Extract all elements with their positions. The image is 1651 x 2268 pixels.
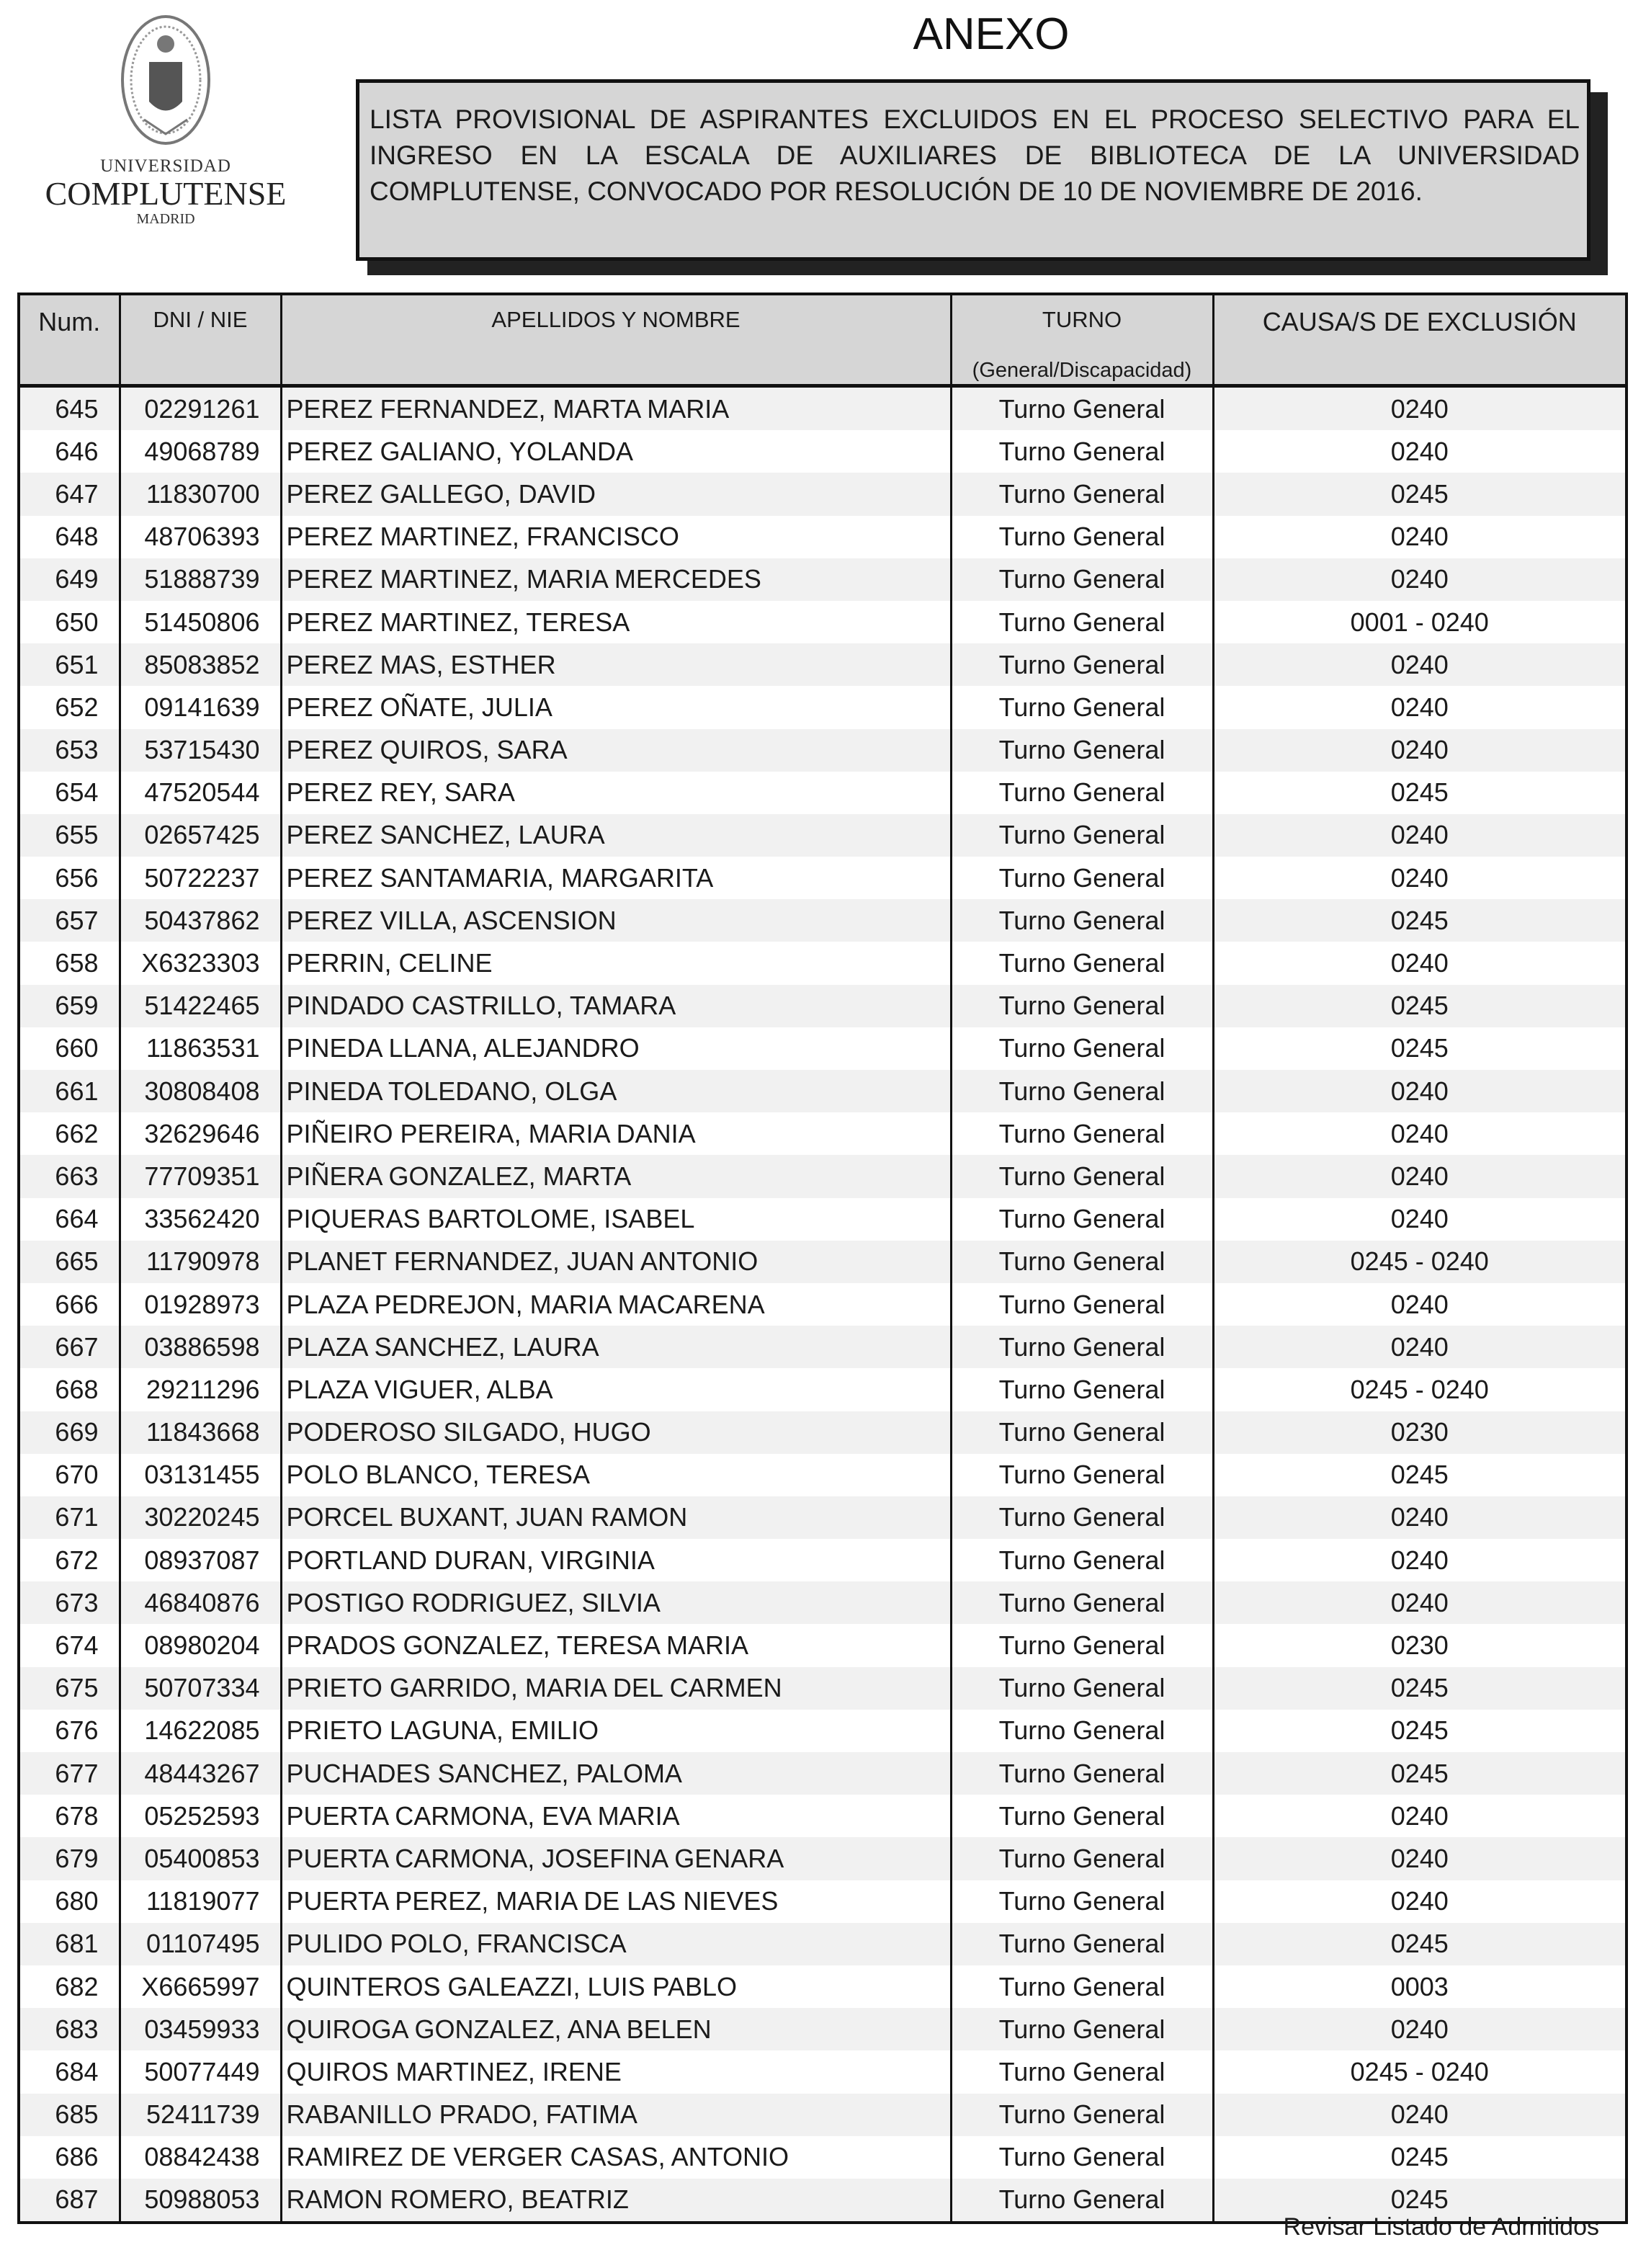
cell-dni: 49068789 xyxy=(120,430,281,473)
cell-dni: 50077449 xyxy=(120,2050,281,2093)
cell-turno: Turno General xyxy=(951,516,1213,558)
cell-name: PIÑEIRO PEREIRA, MARIA DANIA xyxy=(281,1112,951,1155)
header-name: APELLIDOS Y NOMBRE xyxy=(281,294,951,386)
table-row xyxy=(19,1965,1627,2008)
cell-dni: X6323303 xyxy=(120,942,281,984)
cell-turno: Turno General xyxy=(951,1027,1213,1070)
table-row xyxy=(19,516,1627,558)
table-row xyxy=(19,1027,1627,1070)
cell-dni: 08842438 xyxy=(120,2136,281,2179)
cell-causa: 0245 xyxy=(1213,772,1627,814)
cell-causa: 0240 xyxy=(1213,516,1627,558)
cell-turno: Turno General xyxy=(951,1496,1213,1539)
table-row xyxy=(19,2008,1627,2050)
cell-causa: 0240 xyxy=(1213,2008,1627,2050)
cell-turno: Turno General xyxy=(951,2008,1213,2050)
cell-causa: 0245 xyxy=(1213,1667,1627,1710)
cell-num: 659 xyxy=(19,985,120,1027)
cell-dni: 50988053 xyxy=(120,2179,281,2223)
cell-turno: Turno General xyxy=(951,2050,1213,2093)
table-row xyxy=(19,2094,1627,2136)
cell-causa: 0230 xyxy=(1213,1411,1627,1454)
cell-causa: 0245 xyxy=(1213,1752,1627,1795)
table-row xyxy=(19,1667,1627,1710)
cell-num: 670 xyxy=(55,1460,99,1490)
table-row xyxy=(19,1326,1627,1368)
table-row xyxy=(19,1283,1627,1326)
cell-dni: 46840876 xyxy=(120,1581,281,1624)
cell-num: 658 xyxy=(55,948,99,978)
table-row xyxy=(19,1837,1627,1880)
cell-num: 649 xyxy=(19,558,120,601)
cell-turno: Turno General xyxy=(951,1880,1213,1923)
table-row xyxy=(19,643,1627,686)
table-row xyxy=(19,814,1627,857)
cell-dni: 03459933 xyxy=(120,2008,281,2050)
cell-causa: 0240 xyxy=(1213,1880,1627,1923)
cell-dni: 02657425 xyxy=(120,814,281,857)
cell-causa: 0240 xyxy=(1213,1837,1627,1880)
cell-name: PUERTA CARMONA, JOSEFINA GENARA xyxy=(281,1837,951,1880)
cell-turno: Turno General xyxy=(951,1667,1213,1710)
cell-causa: 0240 xyxy=(1213,729,1627,772)
cell-num: 681 xyxy=(19,1923,120,1965)
cell-causa: 0240 xyxy=(1213,430,1627,473)
cell-dni: 05400853 xyxy=(120,1837,281,1880)
cell-causa: 0230 xyxy=(1213,1624,1627,1666)
header-causa: CAUSA/S DE EXCLUSIÓN xyxy=(1213,294,1627,386)
cell-turno: Turno General xyxy=(951,2179,1213,2223)
table-row xyxy=(19,1581,1627,1624)
cell-causa: 0240 xyxy=(1213,857,1627,899)
cell-name: PEREZ OÑATE, JULIA xyxy=(281,686,951,728)
cell-name: POLO BLANCO, TERESA xyxy=(281,1454,951,1496)
logo-line-2: COMPLUTENSE xyxy=(45,175,287,212)
cell-causa: 0240 xyxy=(1213,1795,1627,1837)
cell-causa: 0240 xyxy=(1213,942,1627,984)
cell-num: 663 xyxy=(19,1155,120,1197)
cell-causa: 0240 xyxy=(1213,1326,1627,1368)
cell-causa: 0240 xyxy=(1213,1283,1627,1326)
notice-text: LISTA PROVISIONAL DE ASPIRANTES EXCLUIDOS EN EL PROCESO SELECTIVO PARA EL INGRESO EN LA ESCALA DE AUXILIARES DE BIBLIOTECA DE LA UNIVERSIDAD COMPLUTENSE, CONVOCADO POR RESOLUCIÓN DE 10 DE NOVIEMBRE DE 2016. xyxy=(370,104,1580,206)
cell-name: PLAZA VIGUER, ALBA xyxy=(281,1368,951,1411)
cell-turno: Turno General xyxy=(951,729,1213,772)
cell-dni: 11863531 xyxy=(120,1027,281,1070)
cell-num: 682 xyxy=(55,1971,99,2001)
table-row xyxy=(19,729,1627,772)
cell-turno: Turno General xyxy=(951,1411,1213,1454)
cell-name: PORCEL BUXANT, JUAN RAMON xyxy=(281,1496,951,1539)
cell-causa: 0245 xyxy=(1213,1027,1627,1070)
cell-turno: Turno General xyxy=(951,1837,1213,1880)
table-row xyxy=(19,899,1627,942)
cell-causa: 0240 xyxy=(1213,1198,1627,1241)
cell-name: PEREZ GALIANO, YOLANDA xyxy=(281,430,951,473)
cell-dni: 51888739 xyxy=(120,558,281,601)
cell-num: 685 xyxy=(19,2094,120,2136)
table-row xyxy=(19,1539,1627,1581)
cell-name: RAMON ROMERO, BEATRIZ xyxy=(281,2179,951,2223)
table-row xyxy=(19,1198,1627,1241)
cell-dni: X6665997 xyxy=(120,1965,281,2008)
cell-turno: Turno General xyxy=(951,1539,1213,1581)
cell-turno: Turno General xyxy=(951,1581,1213,1624)
table-row xyxy=(19,386,1627,431)
cell-turno: Turno General xyxy=(951,473,1213,515)
cell-turno: Turno General xyxy=(951,899,1213,942)
cell-dni: 51450806 xyxy=(120,601,281,643)
cell-num: 651 xyxy=(19,643,120,686)
cell-dni: 48443267 xyxy=(120,1752,281,1795)
table-row xyxy=(19,1795,1627,1837)
excluded-applicants-table xyxy=(17,293,1628,2224)
cell-name: PEREZ SANTAMARIA, MARGARITA xyxy=(281,857,951,899)
cell-turno: Turno General xyxy=(951,1965,1213,2008)
cell-causa: 0245 xyxy=(1213,2136,1627,2179)
table-row xyxy=(19,1112,1627,1155)
cell-num: 660 xyxy=(55,1033,99,1063)
table-row xyxy=(19,857,1627,899)
cell-name: PEREZ SANCHEZ, LAURA xyxy=(281,814,951,857)
cell-name: POSTIGO RODRIGUEZ, SILVIA xyxy=(281,1581,951,1624)
cell-name: PEREZ VILLA, ASCENSION xyxy=(281,899,951,942)
cell-num: 662 xyxy=(55,1118,99,1148)
cell-num: 668 xyxy=(55,1374,99,1404)
cell-name: RAMIREZ DE VERGER CASAS, ANTONIO xyxy=(281,2136,951,2179)
cell-num: 669 xyxy=(19,1411,120,1454)
cell-name: PEREZ MARTINEZ, MARIA MERCEDES xyxy=(281,558,951,601)
table-row xyxy=(19,1880,1627,1923)
cell-num: 686 xyxy=(55,2142,99,2172)
cell-dni: 50707334 xyxy=(120,1667,281,1710)
cell-turno: Turno General xyxy=(951,772,1213,814)
cell-causa: 0240 xyxy=(1213,814,1627,857)
cell-num: 646 xyxy=(55,436,99,466)
cell-name: PEREZ REY, SARA xyxy=(281,772,951,814)
cell-num: 657 xyxy=(19,899,120,942)
cell-dni: 08980204 xyxy=(120,1624,281,1666)
cell-num: 655 xyxy=(19,814,120,857)
cell-dni: 11843668 xyxy=(120,1411,281,1454)
cell-turno: Turno General xyxy=(951,686,1213,728)
table-row xyxy=(19,430,1627,473)
cell-turno: Turno General xyxy=(951,430,1213,473)
cell-num: 664 xyxy=(55,1204,99,1234)
table-header-row xyxy=(19,294,1627,386)
cell-name: PODEROSO SILGADO, HUGO xyxy=(281,1411,951,1454)
cell-causa: 0240 xyxy=(1213,1496,1627,1539)
cell-causa: 0240 xyxy=(1213,1155,1627,1197)
cell-causa: 0240 xyxy=(1213,386,1627,431)
notice-box xyxy=(356,79,1590,261)
cell-name: PULIDO POLO, FRANCISCA xyxy=(281,1923,951,1965)
cell-causa: 0245 xyxy=(1213,899,1627,942)
cell-dni: 30220245 xyxy=(120,1496,281,1539)
cell-causa: 0245 xyxy=(1213,985,1627,1027)
cell-name: PLAZA SANCHEZ, LAURA xyxy=(281,1326,951,1368)
cell-name: PORTLAND DURAN, VIRGINIA xyxy=(281,1539,951,1581)
cell-causa: 0240 xyxy=(1213,1112,1627,1155)
cell-dni: 02291261 xyxy=(120,386,281,431)
cell-turno: Turno General xyxy=(951,601,1213,643)
cell-num: 661 xyxy=(19,1070,120,1112)
table-row xyxy=(19,1454,1627,1496)
cell-dni: 05252593 xyxy=(120,1795,281,1837)
cell-causa: 0245 xyxy=(1213,1923,1627,1965)
table-row xyxy=(19,473,1627,515)
cell-name: PINDADO CASTRILLO, TAMARA xyxy=(281,985,951,1027)
cell-name: PINEDA TOLEDANO, OLGA xyxy=(281,1070,951,1112)
cell-dni: 52411739 xyxy=(120,2094,281,2136)
cell-causa: 0240 xyxy=(1213,558,1627,601)
cell-dni: 77709351 xyxy=(120,1155,281,1197)
cell-name: PUERTA PEREZ, MARIA DE LAS NIEVES xyxy=(281,1880,951,1923)
cell-num: 647 xyxy=(19,473,120,515)
cell-dni: 50722237 xyxy=(120,857,281,899)
cell-dni: 29211296 xyxy=(120,1368,281,1411)
cell-num: 687 xyxy=(19,2179,120,2223)
cell-turno: Turno General xyxy=(951,1326,1213,1368)
cell-turno: Turno General xyxy=(951,1283,1213,1326)
cell-causa: 0245 - 0240 xyxy=(1213,1368,1627,1411)
cell-causa: 0240 xyxy=(1213,1581,1627,1624)
table-row xyxy=(19,942,1627,984)
cell-num: 679 xyxy=(19,1837,120,1880)
cell-dni: 47520544 xyxy=(120,772,281,814)
cell-turno: Turno General xyxy=(951,1624,1213,1666)
cell-turno: Turno General xyxy=(951,1454,1213,1496)
university-logo xyxy=(43,12,288,227)
header-turno xyxy=(951,294,1213,386)
cell-name: PEREZ MARTINEZ, TERESA xyxy=(281,601,951,643)
cell-turno: Turno General xyxy=(951,985,1213,1027)
cell-name: PEREZ GALLEGO, DAVID xyxy=(281,473,951,515)
cell-turno: Turno General xyxy=(951,1198,1213,1241)
cell-num: 683 xyxy=(19,2008,120,2050)
cell-name: PEREZ MARTINEZ, FRANCISCO xyxy=(281,516,951,558)
cell-turno: Turno General xyxy=(951,1241,1213,1283)
cell-name: PLANET FERNANDEZ, JUAN ANTONIO xyxy=(281,1241,951,1283)
cell-causa: 0245 xyxy=(1213,2179,1627,2223)
cell-dni: 09141639 xyxy=(120,686,281,728)
cell-name: PEREZ MAS, ESTHER xyxy=(281,643,951,686)
table-row xyxy=(19,2136,1627,2179)
cell-causa: 0245 - 0240 xyxy=(1213,1241,1627,1283)
cell-dni: 14622085 xyxy=(120,1710,281,1752)
cell-num: 648 xyxy=(55,522,99,552)
cell-causa: 0240 xyxy=(1213,2094,1627,2136)
cell-turno: Turno General xyxy=(951,1155,1213,1197)
cell-dni: 33562420 xyxy=(120,1198,281,1241)
header-turno-sub: (General/Discapacidad) xyxy=(972,359,1192,382)
cell-dni: 11819077 xyxy=(120,1880,281,1923)
cell-num: 684 xyxy=(55,2056,99,2086)
table-row xyxy=(19,1624,1627,1666)
cell-num: 667 xyxy=(19,1326,120,1368)
cell-turno: Turno General xyxy=(951,1112,1213,1155)
cell-name: PUERTA CARMONA, EVA MARIA xyxy=(281,1795,951,1837)
cell-dni: 30808408 xyxy=(120,1070,281,1112)
footer-note: Revisar Listado de Admitidos xyxy=(1283,2213,1599,2241)
table-row xyxy=(19,1155,1627,1197)
cell-turno: Turno General xyxy=(951,558,1213,601)
table-row xyxy=(19,1496,1627,1539)
cell-turno: Turno General xyxy=(951,857,1213,899)
cell-turno: Turno General xyxy=(951,2094,1213,2136)
table-row xyxy=(19,1241,1627,1283)
table-row xyxy=(19,601,1627,643)
cell-num: 650 xyxy=(55,607,99,637)
cell-num: 673 xyxy=(19,1581,120,1624)
cell-name: PEREZ FERNANDEZ, MARTA MARIA xyxy=(281,386,951,431)
cell-dni: 11830700 xyxy=(120,473,281,515)
cell-name: PIÑERA GONZALEZ, MARTA xyxy=(281,1155,951,1197)
cell-causa: 0240 xyxy=(1213,686,1627,728)
table-row xyxy=(19,1752,1627,1795)
cell-num: 645 xyxy=(19,386,120,431)
cell-causa: 0240 xyxy=(1213,1539,1627,1581)
cell-causa: 0245 - 0240 xyxy=(1213,2050,1627,2093)
cell-dni: 01107495 xyxy=(120,1923,281,1965)
cell-dni: 03886598 xyxy=(120,1326,281,1368)
cell-turno: Turno General xyxy=(951,1070,1213,1112)
cell-causa: 0003 xyxy=(1213,1965,1627,2008)
cell-name: PINEDA LLANA, ALEJANDRO xyxy=(281,1027,951,1070)
cell-num: 653 xyxy=(19,729,120,772)
cell-name: PRIETO LAGUNA, EMILIO xyxy=(281,1710,951,1752)
cell-dni: 32629646 xyxy=(120,1112,281,1155)
cell-num: 680 xyxy=(55,1886,99,1916)
cell-num: 665 xyxy=(19,1241,120,1283)
cell-turno: Turno General xyxy=(951,942,1213,984)
cell-dni: 51422465 xyxy=(120,985,281,1027)
cell-dni: 50437862 xyxy=(120,899,281,942)
cell-dni: 85083852 xyxy=(120,643,281,686)
cell-num: 675 xyxy=(19,1667,120,1710)
table-row xyxy=(19,686,1627,728)
cell-dni: 03131455 xyxy=(120,1454,281,1496)
cell-num: 677 xyxy=(19,1752,120,1795)
cell-num: 666 xyxy=(55,1289,99,1319)
table-row xyxy=(19,2050,1627,2093)
table-row xyxy=(19,558,1627,601)
cell-turno: Turno General xyxy=(951,814,1213,857)
table-row xyxy=(19,985,1627,1027)
cell-num: 678 xyxy=(55,1800,99,1831)
cell-num: 671 xyxy=(19,1496,120,1539)
table-row xyxy=(19,772,1627,814)
cell-name: PLAZA PEDREJON, MARIA MACARENA xyxy=(281,1283,951,1326)
cell-dni: 53715430 xyxy=(120,729,281,772)
cell-name: QUINTEROS GALEAZZI, LUIS PABLO xyxy=(281,1965,951,2008)
cell-causa: 0245 xyxy=(1213,473,1627,515)
cell-name: QUIROS MARTINEZ, IRENE xyxy=(281,2050,951,2093)
cell-name: PRIETO GARRIDO, MARIA DEL CARMEN xyxy=(281,1667,951,1710)
cell-num: 652 xyxy=(55,692,99,722)
table-row xyxy=(19,1710,1627,1752)
cell-name: PERRIN, CELINE xyxy=(281,942,951,984)
cell-causa: 0240 xyxy=(1213,643,1627,686)
cell-name: PIQUERAS BARTOLOME, ISABEL xyxy=(281,1198,951,1241)
table-row xyxy=(19,1411,1627,1454)
cell-dni: 11790978 xyxy=(120,1241,281,1283)
cell-causa: 0245 xyxy=(1213,1710,1627,1752)
cell-dni: 48706393 xyxy=(120,516,281,558)
cell-causa: 0001 - 0240 xyxy=(1213,601,1627,643)
cell-turno: Turno General xyxy=(951,1795,1213,1837)
logo-line-1: UNIVERSIDAD xyxy=(100,156,231,176)
table-row xyxy=(19,1070,1627,1112)
cell-num: 656 xyxy=(55,862,99,893)
university-seal-icon xyxy=(112,12,220,148)
cell-num: 672 xyxy=(55,1545,99,1575)
table-row xyxy=(19,1923,1627,1965)
header-num: Num. xyxy=(19,294,120,386)
cell-name: QUIROGA GONZALEZ, ANA BELEN xyxy=(281,2008,951,2050)
cell-num: 674 xyxy=(55,1630,99,1661)
cell-name: RABANILLO PRADO, FATIMA xyxy=(281,2094,951,2136)
cell-turno: Turno General xyxy=(951,1923,1213,1965)
cell-turno: Turno General xyxy=(951,1710,1213,1752)
cell-name: PEREZ QUIROS, SARA xyxy=(281,729,951,772)
cell-name: PUCHADES SANCHEZ, PALOMA xyxy=(281,1752,951,1795)
cell-turno: Turno General xyxy=(951,1368,1213,1411)
table-row xyxy=(19,1368,1627,1411)
header-dni: DNI / NIE xyxy=(120,294,281,386)
cell-causa: 0240 xyxy=(1213,1070,1627,1112)
page-title: ANEXO xyxy=(913,9,1070,59)
header-turno-label: TURNO xyxy=(1042,307,1122,332)
cell-num: 676 xyxy=(55,1715,99,1746)
cell-dni: 01928973 xyxy=(120,1283,281,1326)
cell-name: PRADOS GONZALEZ, TERESA MARIA xyxy=(281,1624,951,1666)
cell-dni: 08937087 xyxy=(120,1539,281,1581)
cell-turno: Turno General xyxy=(951,386,1213,431)
cell-turno: Turno General xyxy=(951,2136,1213,2179)
cell-turno: Turno General xyxy=(951,1752,1213,1795)
logo-line-3: MADRID xyxy=(136,211,195,227)
cell-num: 654 xyxy=(55,777,99,808)
cell-turno: Turno General xyxy=(951,643,1213,686)
cell-causa: 0245 xyxy=(1213,1454,1627,1496)
